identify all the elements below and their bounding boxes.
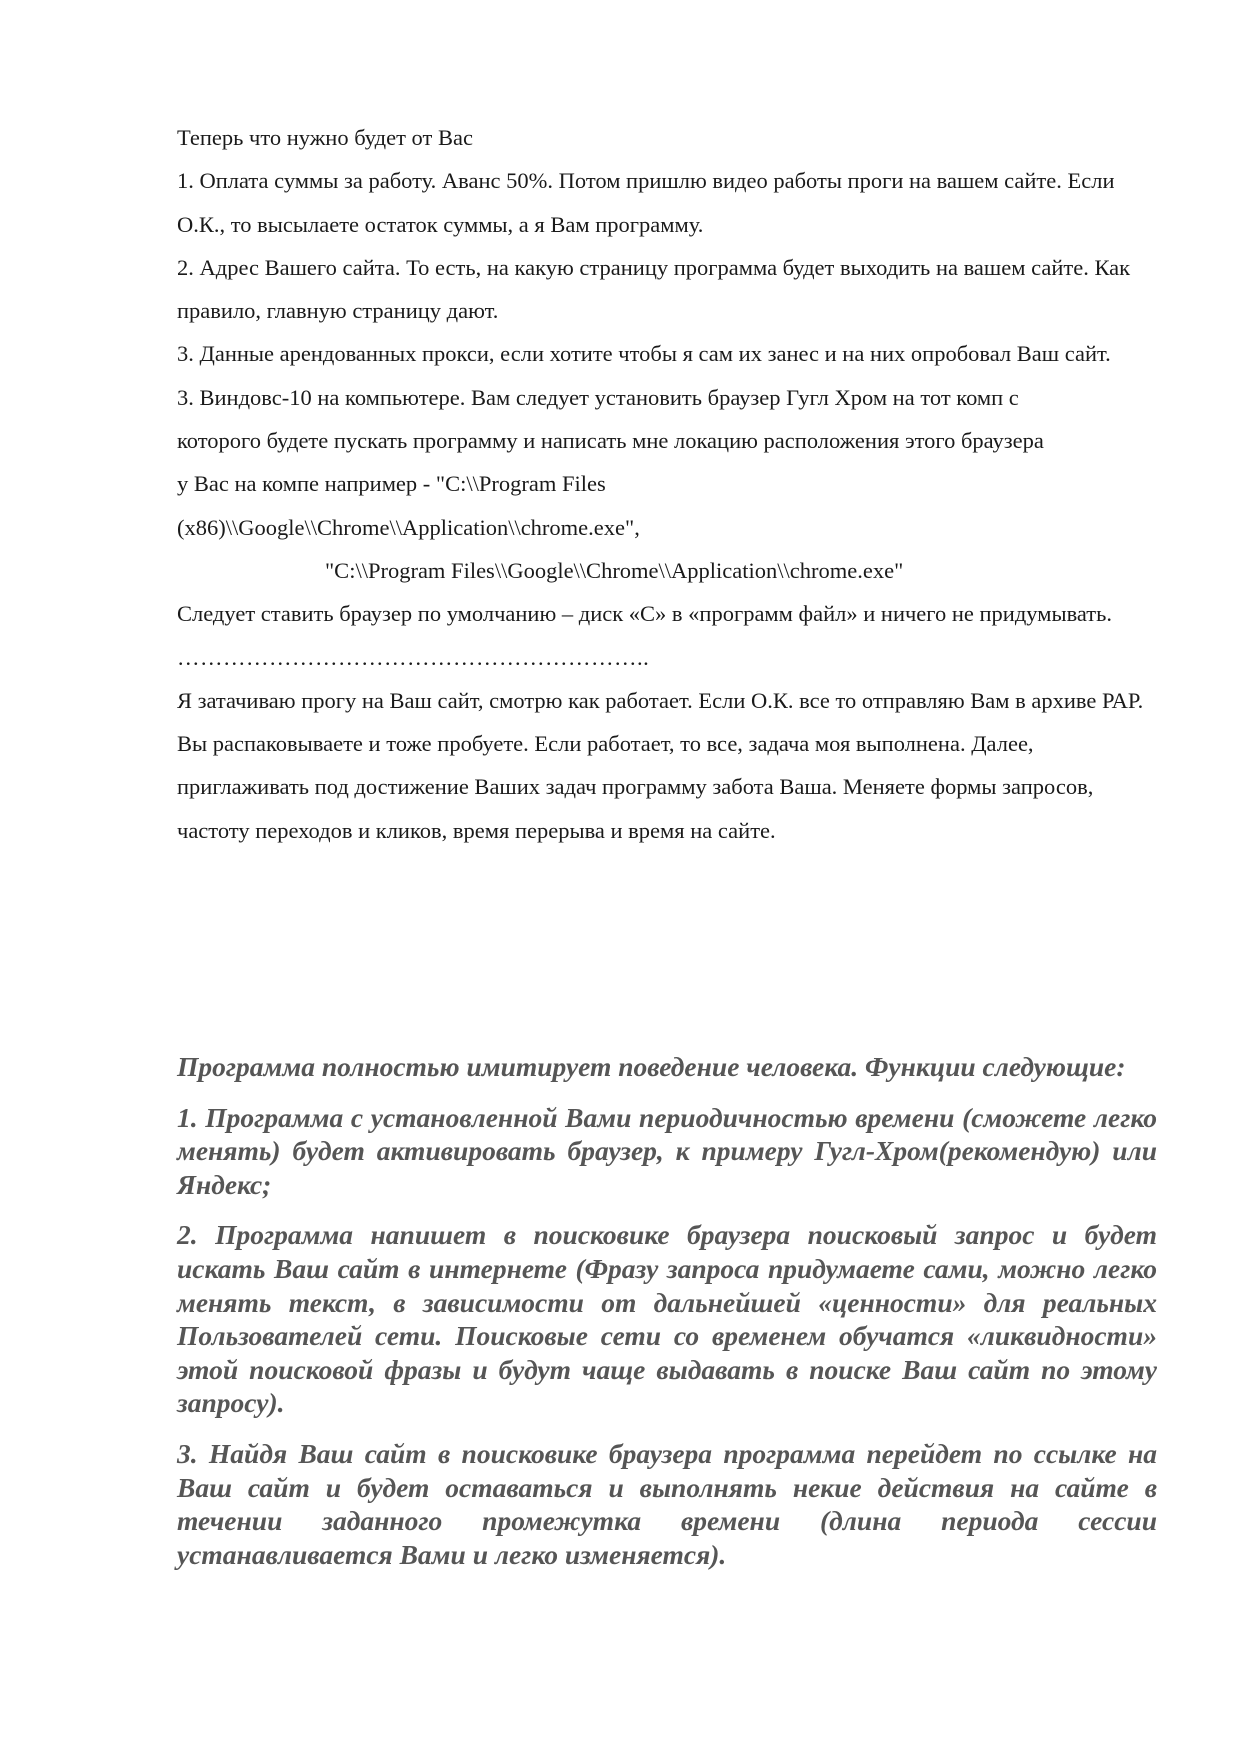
requirements-section <box>177 116 1157 852</box>
function-3: 3. Найдя Ваш сайт в поисковике браузера программа перейдет по ссылке на Ваш сайт и будет оставаться и выполнять некие действия на сайте в течении заданного промежутка времени (длина периода сессии устанавливается Вами и легко изменяется). <box>177 1437 1157 1570</box>
requirement-site-address: 2. Адрес Вашего сайта. То есть, на какую страницу программа будет выходить на вашем сайте. Как правило, главную страницу дают. <box>177 254 1131 324</box>
functions-intro: Программа полностью имитирует поведение человека. Функции следующие: <box>177 1051 1126 1082</box>
dotted-separator: …………………………………………………….. <box>177 644 650 670</box>
function-2: 2. Программа напишет в поисковике браузера поисковый запрос и будет искать Ваш сайт в интернете (Фразу запроса придумаете сами, можно легко менять текст, в зависимости от дальнейшей «ценности» для реальных Пользователей сети. Поисковые сети со временем обучатся «ликвидности» этой поисковой фразы и будут чаще выдавать в поиске Ваш сайт по этому запросу). <box>177 1219 1157 1419</box>
requirement-windows-line-2: которого будете пускать программу и написать мне локацию расположения этого браузера <box>177 428 1044 454</box>
requirement-windows-line-3: у Вас на компе например - "C:\\Program Files <box>177 471 606 497</box>
functions-section <box>177 1050 1157 1588</box>
requirement-payment: 1. Оплата суммы за работу. Аванс 50%. Потом пришлю видео работы проги на вашем сайте. Если О.К., то высылаете остаток суммы, а я Вам программу. <box>177 168 1115 237</box>
requirements-heading: Теперь что нужно будет от Вас <box>177 125 473 150</box>
closing-paragraph: Я затачиваю прогу на Ваш сайт, смотрю как работает. Если О.К. все то отправляю Вам в архиве РАР. Вы распаковываете и тоже пробуете. Если работает, то все, задача моя выполнена. Далее, приглаживать под достижение Ваших задач программу забота Ваша. Меняете формы запросов, частоту переходов и кликов, время перерыва и время на сайте. <box>177 687 1144 843</box>
requirement-windows-line-4: (x86)\\Google\\Chrome\\Application\\chrome.exe", <box>177 514 640 540</box>
function-1: 1. Программа с установленной Вами периодичностью времени (сможете легко менять) будет активировать браузер, к примеру Гугл-Хром(рекомендую) или Яндекс; <box>177 1101 1157 1200</box>
requirement-windows-line-5: "C:\\Program Files\\Google\\Chrome\\Application\\chrome.exe" <box>325 557 904 583</box>
browser-default-note: Следует ставить браузер по умолчанию – диск «С» в «программ файл» и ничего не придумывать. <box>177 601 1113 627</box>
requirement-proxies: 3. Данные арендованных прокси, если хотите чтобы я сам их занес и на них опробовал Ваш сайт. <box>177 341 1111 367</box>
requirement-windows-line-1: 3. Виндовс-10 на компьютере. Вам следует установить браузер Гугл Хром на тот комп с <box>177 384 1019 410</box>
